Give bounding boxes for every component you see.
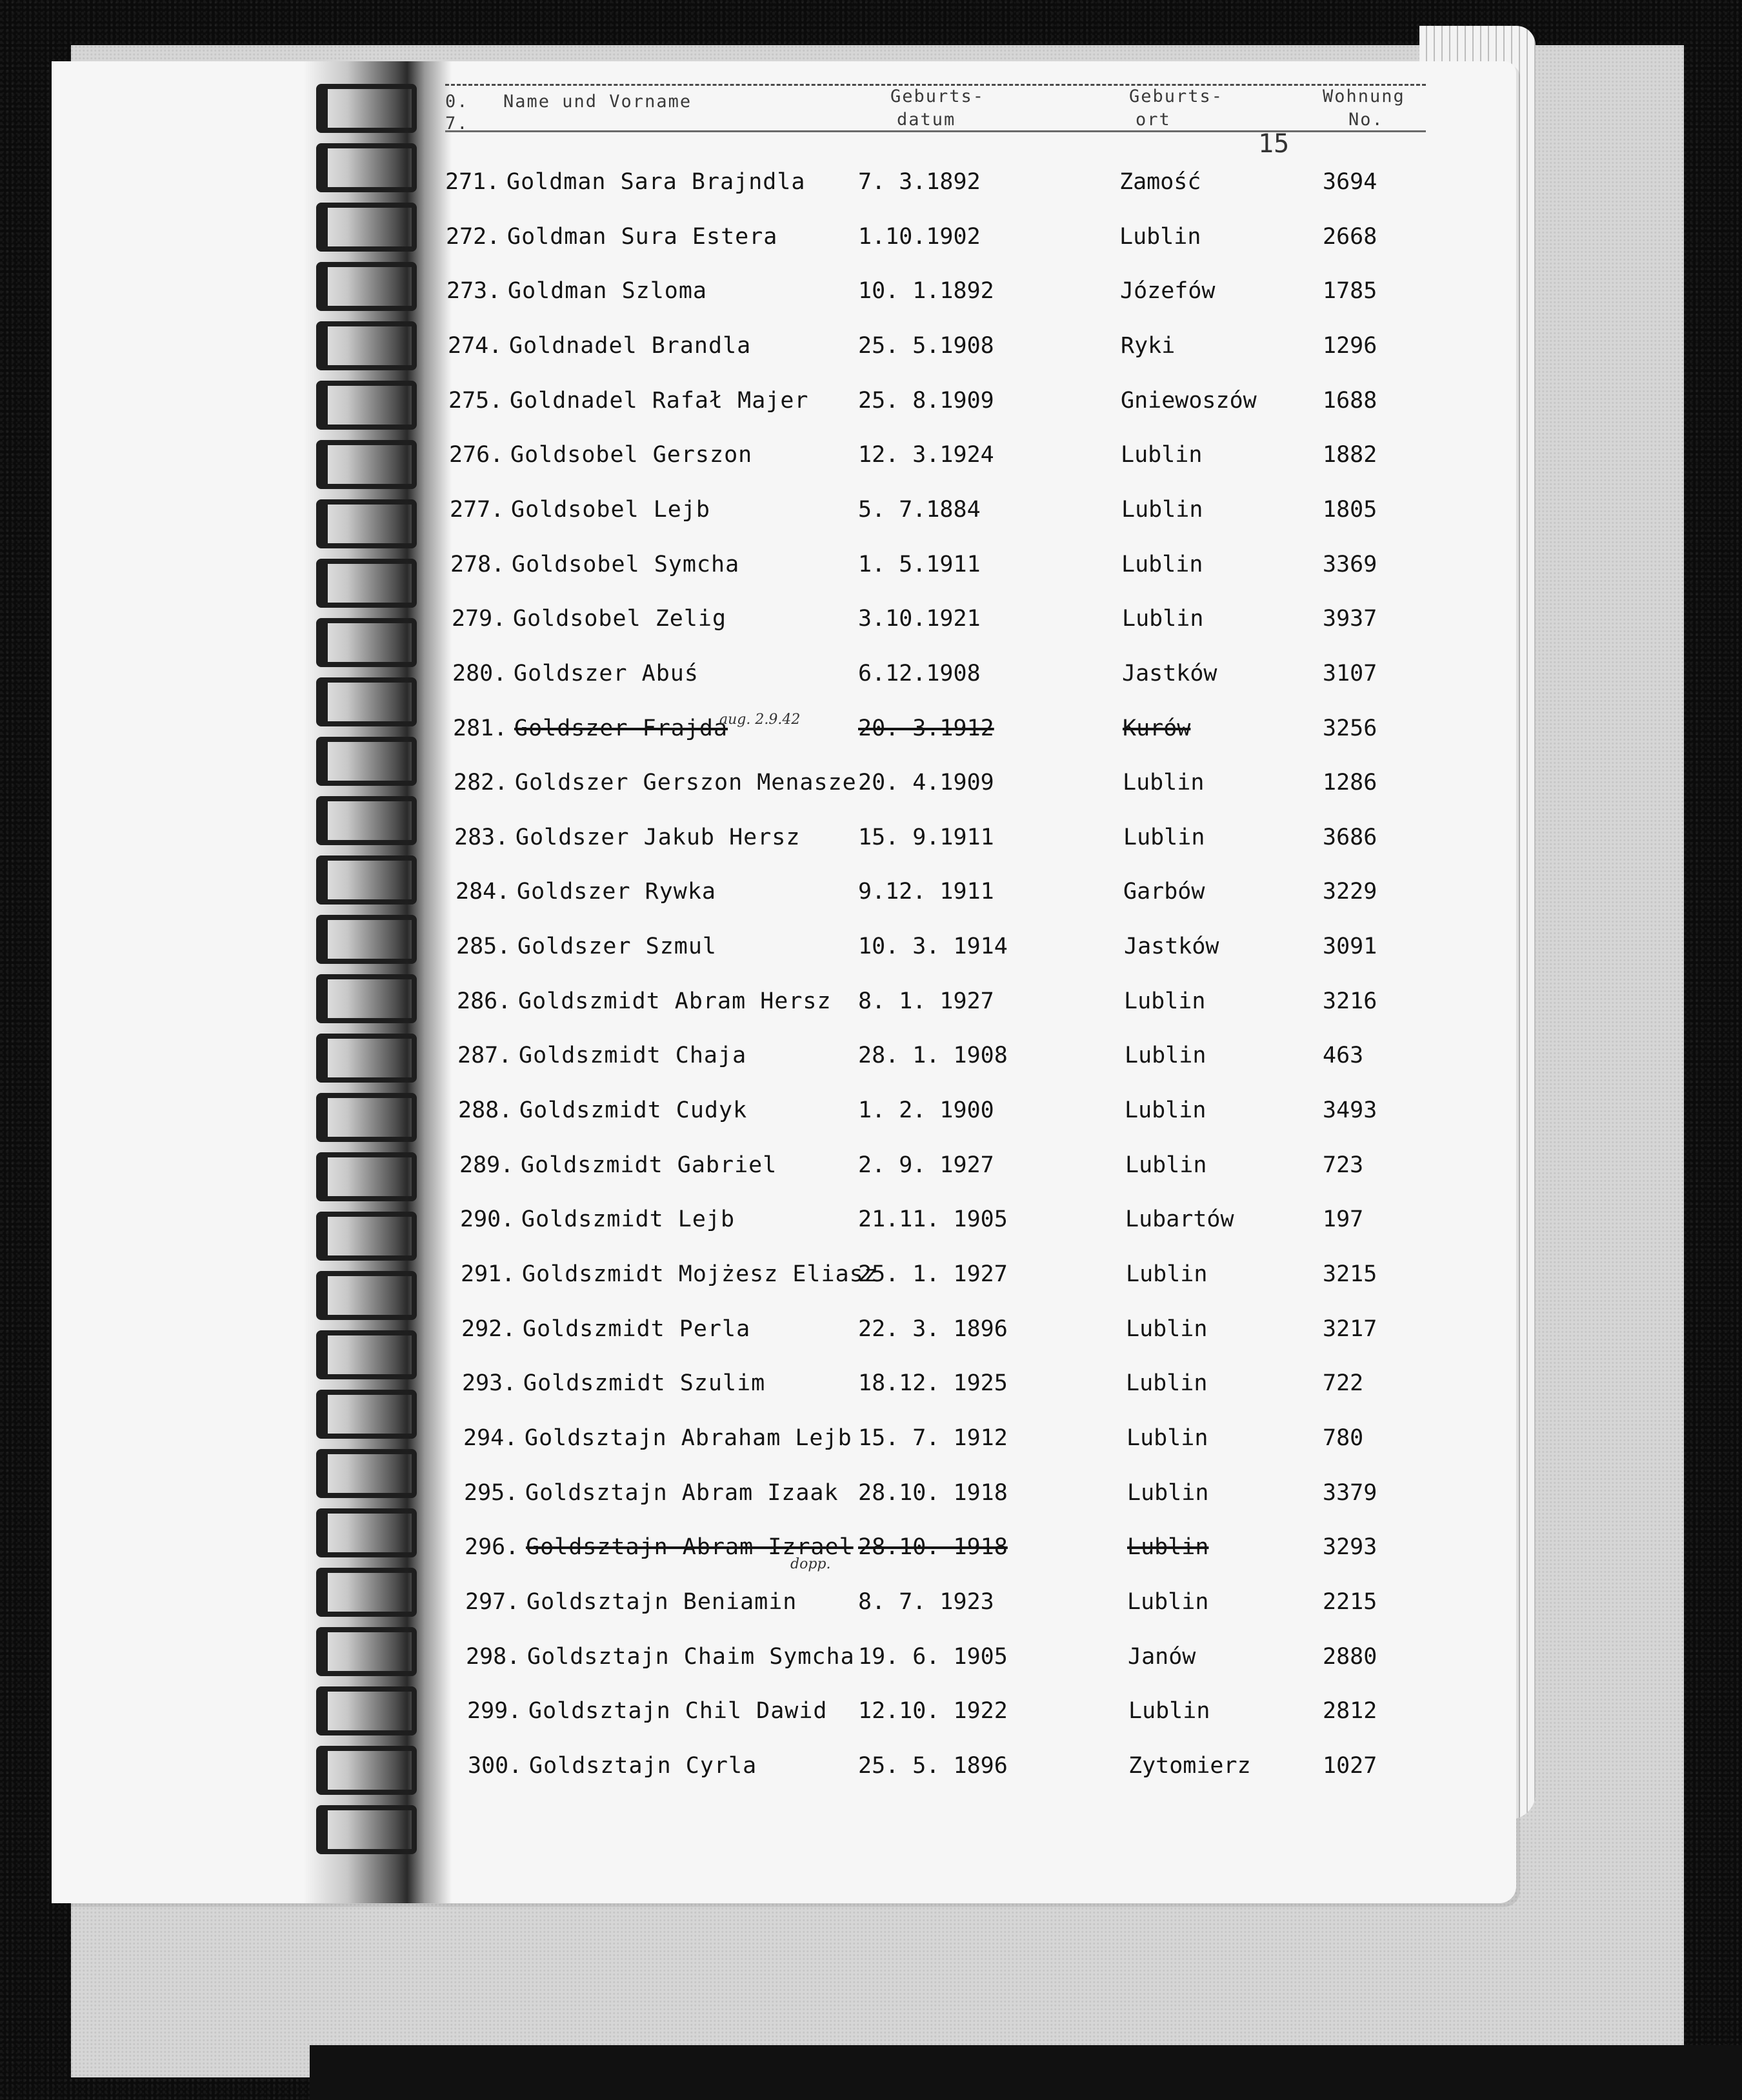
header-birthdate-2: datum (897, 110, 956, 130)
row-house-number: 3694 (1323, 169, 1377, 195)
row-number: 295. (464, 1480, 519, 1506)
row-birthdate: 15. 7. 1912 (858, 1425, 1008, 1451)
row-name: Goldsztajn Beniamin (526, 1589, 797, 1615)
row-number: 284. (456, 879, 510, 905)
row-birthplace: Lublin (1121, 442, 1203, 468)
row-birthplace: Lublin (1124, 988, 1206, 1014)
row-name: Goldsztajn Abraham Lejb (525, 1425, 852, 1451)
row-birthplace: Gniewoszów (1121, 388, 1257, 414)
row-birthplace: Lublin (1126, 1316, 1208, 1342)
row-house-number: 3217 (1323, 1316, 1377, 1342)
row-number: 291. (461, 1261, 516, 1287)
row-number: 294. (463, 1425, 518, 1451)
table-row (0, 1097, 1742, 1136)
table-row (0, 934, 1742, 972)
table-row (0, 1425, 1742, 1464)
row-birthdate: 2. 9. 1927 (858, 1152, 994, 1178)
header-number: 0. (445, 92, 469, 112)
row-name: Goldszer Szmul (517, 934, 717, 959)
row-number: 271. (445, 169, 500, 195)
row-house-number: 3937 (1323, 606, 1377, 632)
row-name: Goldszer Abuś (514, 661, 699, 686)
row-house-number: 2812 (1323, 1698, 1377, 1724)
table-row (0, 1589, 1742, 1628)
row-birthdate: 8. 1. 1927 (858, 988, 994, 1014)
row-house-number: 3256 (1323, 715, 1377, 741)
row-birthdate: 25. 1. 1927 (858, 1261, 1008, 1287)
header-birthplace-2: ort (1136, 110, 1171, 130)
row-birthplace: Lublin (1126, 1370, 1208, 1396)
row-name: Goldman Sara Brajndla (506, 169, 806, 195)
table-row (0, 661, 1742, 699)
row-name: Goldsztajn Abram Izrael (526, 1534, 854, 1560)
table-row (0, 1261, 1742, 1300)
row-birthdate: 10. 1.1892 (858, 278, 994, 304)
row-house-number: 3216 (1323, 988, 1377, 1014)
row-birthdate: 18.12. 1925 (858, 1370, 1008, 1396)
row-house-number: 2668 (1323, 224, 1377, 250)
row-name: Goldszer Jakub Hersz (516, 825, 801, 850)
row-house-number: 3369 (1323, 552, 1377, 577)
row-number: 298. (466, 1644, 521, 1670)
table-row (0, 333, 1742, 372)
row-name: Goldszer Frajda (514, 715, 728, 741)
table-row (0, 712, 1742, 754)
row-name: Goldsobel Zelig (513, 606, 727, 632)
table-row (0, 388, 1742, 426)
row-birthdate: 20. 3.1912 (858, 715, 994, 741)
table-row (0, 442, 1742, 481)
table-row (0, 552, 1742, 590)
table-row (0, 1753, 1742, 1792)
row-number: 274. (448, 333, 503, 359)
row-number: 278. (450, 552, 505, 577)
row-birthdate: 10. 3. 1914 (858, 934, 1008, 959)
row-name: Goldszmidt Abram Hersz (518, 988, 832, 1014)
row-house-number: 722 (1323, 1370, 1364, 1396)
row-birthdate: 25. 5.1908 (858, 333, 994, 359)
handwritten-note: aug. 2.9.42 (719, 712, 801, 728)
table-row (0, 1644, 1742, 1683)
row-house-number: 1296 (1323, 333, 1377, 359)
row-birthplace: Józefów (1120, 278, 1216, 304)
row-number: 296. (465, 1534, 519, 1560)
table-header (445, 83, 1426, 134)
row-house-number: 3379 (1323, 1480, 1377, 1506)
row-birthplace: Garbów (1123, 879, 1205, 905)
row-house-number: 463 (1323, 1043, 1364, 1068)
row-birthdate: 6.12.1908 (858, 661, 981, 686)
row-birthplace: Lublin (1127, 1534, 1209, 1560)
row-birthplace: Zytomierz (1128, 1753, 1251, 1779)
row-house-number: 3293 (1323, 1534, 1377, 1560)
row-birthdate: 1. 2. 1900 (858, 1097, 994, 1123)
table-row (0, 169, 1742, 208)
row-number: 290. (460, 1206, 515, 1232)
row-number: 279. (452, 606, 506, 632)
header-birthplace-1: Geburts- (1129, 86, 1224, 106)
row-birthdate: 25. 8.1909 (858, 388, 994, 414)
row-house-number: 1805 (1323, 497, 1377, 523)
row-number: 273. (446, 278, 501, 304)
row-birthplace: Lublin (1123, 770, 1205, 795)
row-name: Goldszmidt Cudyk (519, 1097, 748, 1123)
row-name: Goldnadel Rafał Majer (510, 388, 809, 414)
row-number: 281. (453, 715, 508, 741)
row-house-number: 1027 (1323, 1753, 1377, 1779)
table-row (0, 1534, 1742, 1573)
row-birthdate: 19. 6. 1905 (858, 1644, 1008, 1670)
row-birthplace: Lublin (1125, 1043, 1206, 1068)
table-row (0, 1316, 1742, 1355)
row-number: 289. (459, 1152, 514, 1178)
row-birthdate: 1.10.1902 (858, 224, 981, 250)
row-number: 297. (465, 1589, 520, 1615)
table-row (0, 224, 1742, 263)
row-birthplace: Lublin (1121, 552, 1203, 577)
row-birthdate: 25. 5. 1896 (858, 1753, 1008, 1779)
row-number: 272. (446, 224, 501, 250)
row-name: Goldman Szloma (508, 278, 708, 304)
row-number: 276. (449, 442, 504, 468)
row-birthplace: Jastków (1122, 661, 1217, 686)
row-birthdate: 3.10.1921 (858, 606, 981, 632)
header-top-rule (445, 84, 1426, 86)
table-row (0, 606, 1742, 645)
row-birthplace: Lublin (1123, 825, 1205, 850)
row-name: Goldszmidt Szulim (523, 1370, 766, 1396)
row-birthdate: 7. 3.1892 (858, 169, 981, 195)
header-house-1: Wohnung (1323, 86, 1405, 106)
binding-ring (316, 84, 417, 133)
row-birthdate: 28. 1. 1908 (858, 1043, 1008, 1068)
row-house-number: 3215 (1323, 1261, 1377, 1287)
row-birthplace: Lublin (1126, 1261, 1208, 1287)
row-birthplace: Kurów (1123, 715, 1191, 741)
row-birthplace: Lublin (1126, 1425, 1208, 1451)
table-row (0, 1152, 1742, 1191)
row-name: Goldszmidt Lejb (521, 1206, 736, 1232)
table-row (0, 1043, 1742, 1081)
row-number: 300. (468, 1753, 523, 1779)
row-birthdate: 12. 3.1924 (858, 442, 994, 468)
scan-bottom-edge (310, 2045, 1742, 2100)
header-name: Name und Vorname (503, 92, 692, 112)
row-birthdate: 15. 9.1911 (858, 825, 994, 850)
row-birthdate: 5. 7.1884 (858, 497, 981, 523)
row-birthdate: 28.10. 1918 (858, 1534, 1008, 1560)
row-number: 286. (457, 988, 512, 1014)
table-row (0, 1370, 1742, 1409)
row-name: Goldszmidt Mojżesz Eliasz (522, 1261, 878, 1287)
row-house-number: 1785 (1323, 278, 1377, 304)
row-birthdate: 21.11. 1905 (858, 1206, 1008, 1232)
row-name: Goldsztajn Cyrla (529, 1753, 757, 1779)
row-birthplace: Lublin (1119, 224, 1201, 250)
row-name: Goldman Sura Estera (507, 224, 778, 250)
row-birthplace: Lublin (1127, 1480, 1209, 1506)
row-name: Goldsztajn Chil Dawid (528, 1698, 828, 1724)
row-birthplace: Zamość (1119, 169, 1201, 195)
row-number: 277. (450, 497, 505, 523)
row-house-number: 3229 (1323, 879, 1377, 905)
row-house-number: 1882 (1323, 442, 1377, 468)
row-birthdate: 12.10. 1922 (858, 1698, 1008, 1724)
row-number: 293. (462, 1370, 517, 1396)
header-birthdate-1: Geburts- (890, 86, 985, 106)
table-row (0, 278, 1742, 317)
table-row (0, 988, 1742, 1027)
row-birthdate: 28.10. 1918 (858, 1480, 1008, 1506)
row-number: 285. (456, 934, 511, 959)
page-mark: 15 (1258, 129, 1290, 159)
row-name: Goldszmidt Perla (523, 1316, 751, 1342)
row-name: Goldsztajn Abram Izaak (525, 1480, 839, 1506)
row-birthplace: Lublin (1127, 1589, 1209, 1615)
row-name: Goldsztajn Chaim Symcha (527, 1644, 855, 1670)
row-birthdate: 8. 7. 1923 (858, 1589, 994, 1615)
row-house-number: 780 (1323, 1425, 1364, 1451)
row-name: Goldsobel Gerszon (510, 442, 753, 468)
row-birthplace: Jastków (1124, 934, 1219, 959)
row-number: 280. (452, 661, 507, 686)
row-birthdate: 22. 3. 1896 (858, 1316, 1008, 1342)
row-house-number: 723 (1323, 1152, 1364, 1178)
row-name: Goldszmidt Chaja (519, 1043, 747, 1068)
row-name: Goldszer Gerszon Menasze (515, 770, 857, 795)
table-row (0, 497, 1742, 535)
row-house-number: 3107 (1323, 661, 1377, 686)
row-birthplace: Lublin (1121, 497, 1203, 523)
row-house-number: 197 (1323, 1206, 1364, 1232)
row-house-number: 2880 (1323, 1644, 1377, 1670)
binding-ring (316, 1805, 417, 1854)
table-row (0, 825, 1742, 863)
table-row (0, 770, 1742, 808)
row-name: Goldszmidt Gabriel (521, 1152, 777, 1178)
row-number: 292. (461, 1316, 516, 1342)
row-house-number: 3493 (1323, 1097, 1377, 1123)
row-name: Goldsobel Symcha (512, 552, 740, 577)
row-birthdate: 20. 4.1909 (858, 770, 994, 795)
handwritten-note: dopp. (790, 1556, 831, 1572)
row-number: 287. (457, 1043, 512, 1068)
row-house-number: 1286 (1323, 770, 1377, 795)
row-birthdate: 9.12. 1911 (858, 879, 994, 905)
header-house-2: No. (1348, 110, 1384, 130)
row-birthplace: Lublin (1128, 1698, 1210, 1724)
row-name: Goldszer Rywka (517, 879, 717, 905)
row-house-number: 3686 (1323, 825, 1377, 850)
table-row (0, 1480, 1742, 1519)
row-birthplace: Lubartów (1125, 1206, 1234, 1232)
row-number: 275. (448, 388, 503, 414)
table-row (0, 879, 1742, 917)
table-row (0, 1698, 1742, 1737)
row-name: Goldnadel Brandla (509, 333, 752, 359)
row-number: 288. (458, 1097, 513, 1123)
row-birthdate: 1. 5.1911 (858, 552, 981, 577)
row-birthplace: Ryki (1121, 333, 1176, 359)
row-number: 283. (454, 825, 509, 850)
row-birthplace: Janów (1128, 1644, 1196, 1670)
row-number: 299. (467, 1698, 522, 1724)
table-row (0, 1206, 1742, 1245)
row-number: 282. (454, 770, 508, 795)
row-name: Goldsobel Lejb (511, 497, 711, 523)
row-birthplace: Lublin (1125, 1152, 1207, 1178)
row-house-number: 1688 (1323, 388, 1377, 414)
header-number-sub: 7. (445, 114, 469, 134)
row-house-number: 2215 (1323, 1589, 1377, 1615)
row-birthplace: Lublin (1125, 1097, 1206, 1123)
row-house-number: 3091 (1323, 934, 1377, 959)
row-birthplace: Lublin (1122, 606, 1204, 632)
